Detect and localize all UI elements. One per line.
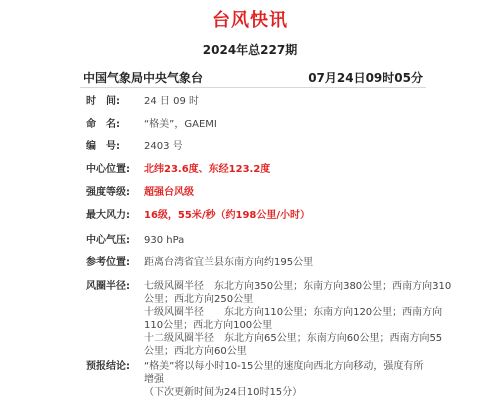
forecast-text: “格美”将以每小时10-15公里的速度向西北方向移动，强度有所增强 xyxy=(144,361,424,385)
forecast-value xyxy=(144,360,426,399)
publish-time: 07月24日09时05分 xyxy=(308,71,423,85)
page-title: 台风快讯 xyxy=(212,10,288,31)
radius-label: 风圈半径: xyxy=(86,281,130,292)
reference-label: 参考位置: xyxy=(86,257,130,268)
forecast-label: 预报结论: xyxy=(86,361,130,372)
agency-name: 中国气象局中央气象台 xyxy=(83,71,204,85)
divider xyxy=(80,87,426,88)
radius-line: 公里；西北方向250公里 xyxy=(144,294,254,305)
forecast-update-note: （下次更新时间为24日10时15分） xyxy=(144,387,303,398)
time-value: 24 日 09 时 xyxy=(144,96,199,107)
radius-line: 十二级风圈半径 东北方向65公里；东南方向60公里；西南方向55 xyxy=(144,333,443,344)
center-value: 北纬23.6度、东经123.2度 xyxy=(144,164,271,175)
name-value: “格美”，GAEMI xyxy=(144,119,217,130)
number-label: 编 号: xyxy=(86,141,120,152)
radius-line: 公里；西北方向60公里 xyxy=(144,346,247,357)
pressure-value: 930 hPa xyxy=(144,235,185,246)
name-label: 命 名: xyxy=(86,119,120,130)
number-value: 2403 号 xyxy=(144,141,183,152)
wind-value: 16级，55米/秒（约198公里/小时） xyxy=(144,210,311,221)
time-label: 时 间: xyxy=(86,96,120,107)
radius-line: 十级风圈半径 东北方向110公里；东南方向120公里；西南方向 xyxy=(144,307,443,318)
level-value: 超强台风级 xyxy=(144,187,194,198)
radius-line: 110公里；西北方向100公里 xyxy=(144,320,273,331)
radius-line: 七级风圈半径 东北方向350公里；东南方向380公里；西南方向310 xyxy=(144,281,452,292)
pressure-label: 中心气压: xyxy=(86,235,130,246)
center-label: 中心位置: xyxy=(86,164,130,175)
radius-value xyxy=(144,280,452,358)
level-label: 强度等级: xyxy=(86,187,130,198)
reference-value: 距离台湾省宜兰县东南方向约195公里 xyxy=(144,257,314,268)
issue-number: 2024年总227期 xyxy=(202,43,298,57)
wind-label: 最大风力: xyxy=(86,210,130,221)
